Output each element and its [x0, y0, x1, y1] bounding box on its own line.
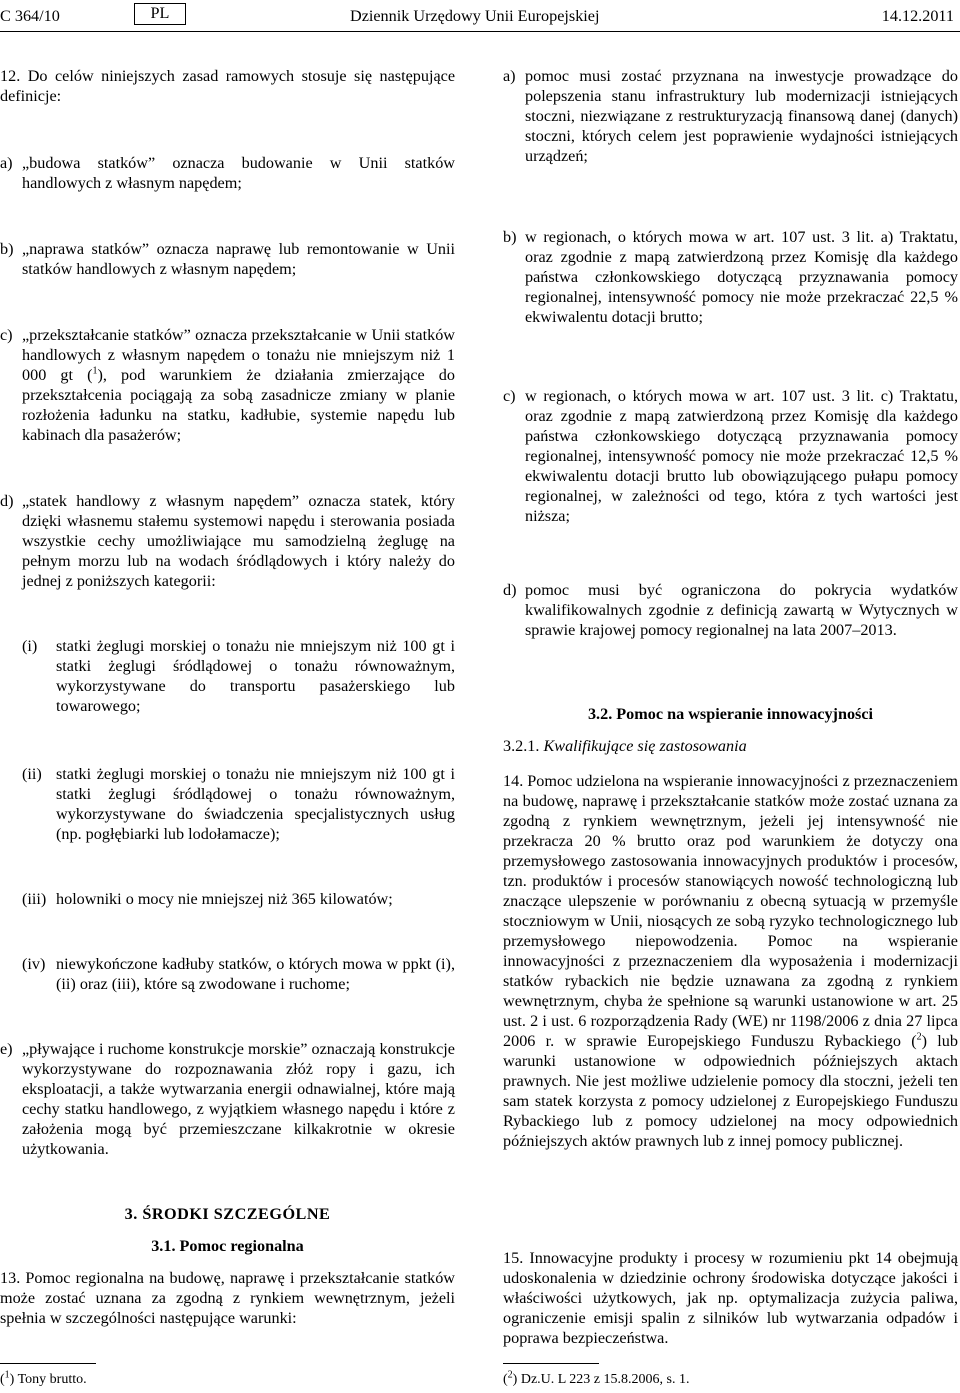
footnote-2: ($^2$) Dz.U. L 223 z 15.8.2006, s. 1.: [503, 1369, 690, 1387]
footnote-ref-2: 2: [916, 1031, 922, 1043]
paragraph-14: [503, 771, 958, 1151]
publication-date: 14.12.2011: [881, 7, 954, 25]
category-iv: [22, 954, 455, 994]
footnote-divider: [503, 1363, 599, 1364]
definition-e: [0, 1039, 455, 1159]
page-reference: C 364/10: [0, 7, 60, 25]
footnote-text: Dz.U. L 223 z 15.8.2006, s. 1.: [520, 1372, 690, 1387]
item-text: holowniki o mocy nie mniejszej niż 365 kilowatów;: [56, 890, 393, 908]
footnote-divider: [0, 1363, 96, 1364]
footnote-ref-1: 1: [92, 365, 98, 377]
definition-c: [0, 325, 455, 445]
item-label: (iv): [22, 955, 46, 973]
item-label: (ii): [22, 765, 42, 783]
definition-a: [0, 153, 455, 193]
item-label: b): [0, 240, 14, 258]
condition-d: [503, 580, 958, 640]
language-badge: PL: [134, 3, 186, 25]
item-text: niewykończone kadłuby statków, o których mowa w ppkt (i), (ii) oraz (iii), które są zwodowane i ruchome;: [56, 955, 455, 993]
subsection-heading-3-2: 3.2. Pomoc na wspieranie innowacyjności: [587, 705, 874, 723]
text-part: ) lub warunki ustanowione w odpowiednich późniejszych aktach prawnych. Nie jest możliwe udzielenie pomocy dla stoczni, jeżeli ten sam statek korzysta z pomocy udzielonej z Europejskiego Funduszu Rybackiego lub z pomocy udzielonej na mocy odpowiednich późniejszych aktów prawnych lub z innej pomocy publicznej.: [503, 1032, 958, 1150]
journal-title: Dziennik Urzędowy Unii Europejskiej: [350, 7, 600, 25]
item-label: (iii): [22, 890, 47, 908]
definition-b: [0, 239, 455, 279]
text-part: „przekształcanie statków” oznacza przekształcanie w Unii statków handlowych z własnym napędem o tonażu nie mniejszym niż 1 000 gt (: [22, 326, 455, 384]
subsection-heading-3-1: 3.1. Pomoc regionalna: [151, 1237, 304, 1255]
item-label: b): [503, 228, 517, 246]
text-part: ), pod warunkiem że działania zmierzające do przekształcenia pociągają za sobą zasadnicze zmiany w planie rozłożenia ładunku na statku, kadłubie, systemie napędu lub kabinach dla pasażerów;: [22, 366, 455, 444]
item-text: w regionach, o których mowa w art. 107 ust. 3 lit. a) Traktatu, oraz zgodnie z mapą zatwierdzoną przez Komisję dla każdego państwa członkowskiego dotyczącą przyznawania pomocy regionalnej, intensywność pomocy nie może przekraczać 22,5 % ekwiwalentu dotacji brutto;: [525, 228, 958, 326]
paragraph-12: 12. Do celów niniejszych zasad ramowych stosuje się następujące definicje:: [0, 67, 455, 105]
item-text: „statek handlowy z własnym napędem” oznacza statek, który dzięki własnemu stałemu systemowi napędu i sterowania posiada wszystkie cechy umożliwiające mu samodzielną żeglugę na pełnym morzu lub na wodach śródlądowych i który należy do jednej z poniższych kategorii:: [22, 492, 455, 590]
item-label: (i): [22, 637, 38, 655]
item-label: a): [0, 154, 13, 172]
condition-c: [503, 386, 958, 526]
footnote-1: ($^1$) Tony brutto.: [0, 1369, 87, 1387]
footnote-number: 1: [4, 1369, 10, 1381]
item-text: „naprawa statków” oznacza naprawę lub remontowanie w Unii statków handlowych z własnym napędem;: [22, 240, 455, 278]
item-text: w regionach, o których mowa w art. 107 ust. 3 lit. c) Traktatu, oraz zgodnie z mapą zatwierdzoną przez Komisję dla każdego państwa członkowskiego dotyczącą przyznawania pomocy regionalnej, intensywność pomocy nie może przekraczać 12,5 % ekwiwalentu dotacji brutto lub obowiązującego pułapu pomocy regionalnej, w zależności od tego, która z tych wartości jest niższa;: [525, 387, 958, 525]
item-text: „budowa statków” oznacza budowanie w Unii statków handlowych z własnym napędem;: [22, 154, 455, 192]
text-part: 14. Pomoc udzielona na wspieranie innowacyjności z przeznaczeniem na budowę, naprawę i przekształcanie statków może zostać uznana za zgodną z rynkiem wewnętrznym, jeżeli jej intensywność nie przekracza 20 % brutto oraz pod warunkiem że dotyczy ona przemysłowego zastosowania innowacyjnych produktów i procesów, tzn. produktów i procesów stanowiących nowość technologiczną lub znaczące ulepszenie w porównaniu z obecną sytuacją w przemyśle stoczniowym w Unii, niosących ze sobą ryzyko technologicznego lub przemysłowego niepowodzenia. Pomoc na wspieranie innowacyjności z przeznaczeniem dla wyposażenia i modernizacji statków rybackich nie będzie uznawana za zgodną z rynkiem wewnętrznym, chyba że spełnione są warunki ustanowione w art. 25 ust. 2 i ust. 6 rozporządzenia Rady (WE) nr 1198/2006 z dnia 27 lipca 2006 r. w sprawie Europejskiego Funduszu Rybackiego (: [503, 772, 958, 1050]
heading-number: 3.2.1.: [503, 737, 540, 755]
paragraph-15: 15. Innowacyjne produkty i procesy w rozumieniu pkt 14 obejmują udoskonalenia w dziedzinie ochrony środowiska dotyczące jakości i właściwości użytkowych, jak np. optymalizacja zużycia paliwa, ograniczenie emisji spalin z silników lub wytwarzania odpadów i poprawa bezpieczeństwa.: [503, 1249, 958, 1347]
subsection-heading-3-2-1: [503, 736, 958, 756]
item-text: statki żeglugi morskiej o tonażu nie mniejszym niż 100 gt i statki żeglugi śródlądowej o tonażu równoważnym, wykorzystywane do świadczenia specjalistycznych usług (np. pogłębiarki lub lodołamacze);: [56, 765, 455, 843]
definition-d: [0, 491, 455, 591]
item-text: statki żeglugi morskiej o tonażu nie mniejszym niż 100 gt i statki żeglugi śródlądowej o tonażu równoważnym, wykorzystywane do transportu pasażerskiego lub towarowego;: [56, 637, 455, 715]
condition-b: [503, 227, 958, 327]
item-label: e): [0, 1040, 13, 1058]
item-text: [22, 325, 455, 445]
item-label: d): [0, 492, 14, 510]
footnote-number: 2: [507, 1369, 513, 1381]
item-text: pomoc musi być ograniczona do pokrycia wydatków kwalifikowalnych zgodnie z definicją zawartą w Wytycznych w sprawie krajowej pomocy regionalnej na lata 2007–2013.: [525, 581, 958, 639]
item-label: a): [503, 67, 516, 85]
category-i: [22, 636, 455, 716]
item-label: d): [503, 581, 517, 599]
item-text: pomoc musi zostać przyznana na inwestycje prowadzące do polepszenia stanu infrastruktury lub modernizacji istniejących stoczni, niezwiązane z restrukturyzacją finansową danej (danych) stoczni, których celem jest poprawienie wydajności istniejących urządzeń;: [525, 67, 958, 165]
item-text: „pływające i ruchome konstrukcje morskie” oznaczają konstrukcje wykorzystywane do rozpoznawania złóż ropy i gazu, ich eksploatacji, a także wytwarzania energii odnawialnej, które mają cechy statku handlowego, z wyjątkiem własnego napędu i które z założenia mogą być przemieszczane kilkakrotnie w okresie użytkowania.: [22, 1040, 455, 1158]
condition-a: [503, 66, 958, 166]
item-label: c): [503, 387, 516, 405]
heading-title: Kwalifikujące się zastosowania: [543, 737, 747, 755]
footnote-text: Tony brutto.: [17, 1372, 87, 1387]
page-header: [0, 6, 960, 28]
category-ii: [22, 764, 455, 844]
item-label: c): [0, 326, 13, 344]
header-divider: [0, 31, 960, 32]
section-heading-3: 3. ŚRODKI SZCZEGÓLNE: [124, 1205, 331, 1223]
category-iii: [22, 889, 455, 909]
paragraph-13: 13. Pomoc regionalna na budowę, naprawę i przekształcanie statków może zostać uznana za zgodną z rynkiem wewnętrznym, jeżeli spełnia w szczególności następujące warunki:: [0, 1269, 455, 1327]
